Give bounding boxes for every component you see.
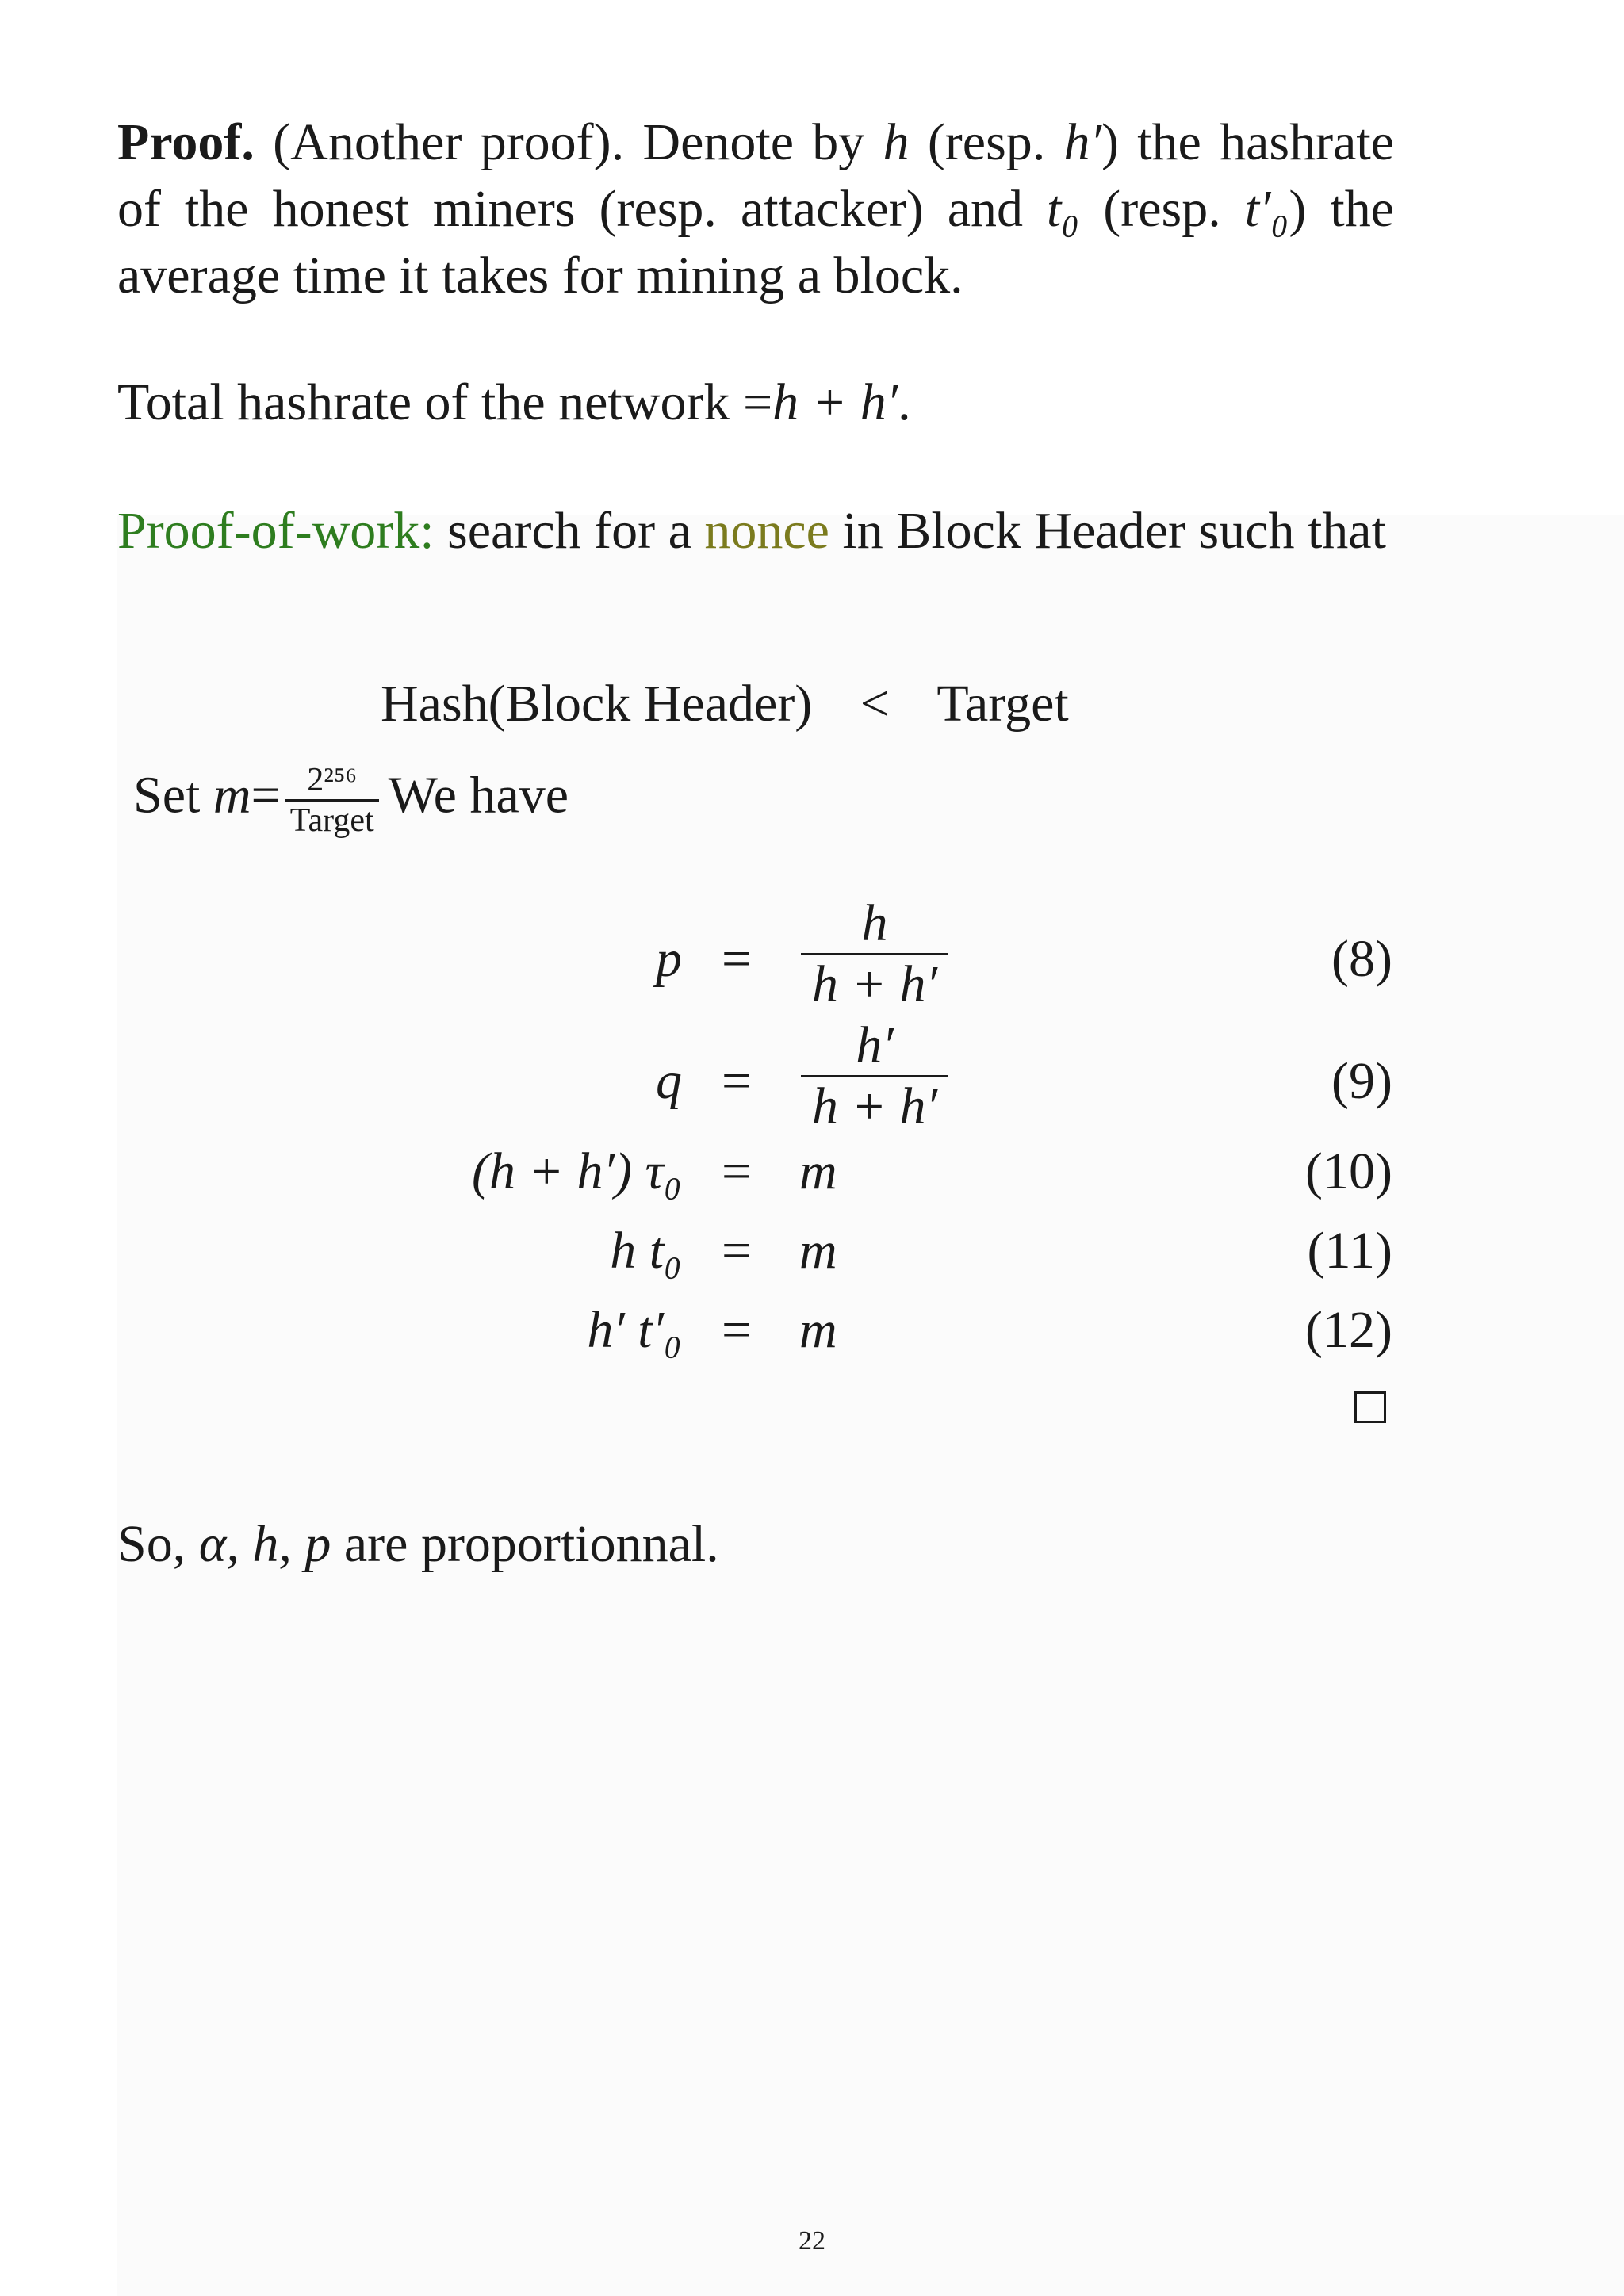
set-eq: = [251, 766, 281, 825]
proof-text-4: (resp. [1079, 180, 1245, 238]
eq11-equals: = [722, 1222, 752, 1280]
set-fraction-den: Target [289, 802, 374, 839]
total-hashrate-line [117, 369, 1394, 436]
set-var: m [213, 766, 251, 825]
eq9-lhs: q [656, 1052, 682, 1110]
conclusion-suffix: are proportionnal. [331, 1515, 719, 1573]
eq12-tag: (12) [1305, 1301, 1392, 1359]
set-fraction [285, 761, 379, 840]
eq8-fraction [801, 894, 948, 1014]
eq11-tag: (11) [1307, 1222, 1392, 1280]
proof-text-1: (Another proof). Denote by [254, 113, 883, 171]
eq8-tag: (8) [1331, 930, 1392, 988]
eq10-tag: (10) [1305, 1142, 1392, 1200]
page-number: 22 [799, 2226, 825, 2256]
eq8-equals: = [722, 930, 752, 988]
total-hashrate-text: Total hashrate of the network = [117, 373, 773, 431]
eq9-num: h′ [801, 1016, 948, 1077]
math-h: h [883, 113, 910, 171]
pow-label: Proof-of-work: [117, 502, 435, 560]
eq8-den: h + h′ [812, 955, 937, 1013]
proof-label: Proof. [117, 113, 255, 171]
proof-text-3: ) the hashrate of the honest miners (resp. attacker) and [117, 113, 1395, 238]
proof-text-5: ) the average time it takes for mining a block. [117, 180, 1395, 304]
math-h-prime: h′ [1063, 113, 1101, 171]
proof-text-2: (resp. [909, 113, 1064, 171]
proof-paragraph [117, 109, 1394, 309]
eq12-rhs: m [799, 1301, 837, 1359]
eq8-lhs: p [656, 930, 682, 988]
eq12-equals: = [722, 1301, 752, 1359]
hash-condition-rhs: Target [936, 675, 1069, 733]
eq9-den: h + h′ [812, 1077, 937, 1135]
total-hashrate-end: . [898, 373, 911, 431]
eq11-rhs: m [799, 1222, 837, 1280]
math-t0: t₀ [1046, 180, 1080, 238]
set-prefix: Set [133, 766, 213, 825]
pow-text-before: search for a [434, 502, 705, 560]
qed-square-icon [1354, 1391, 1386, 1423]
set-suffix: We have [388, 766, 569, 825]
pow-text-after: in Block Header such that [829, 502, 1386, 560]
eq12-lhs: h′ t′₀ [587, 1301, 682, 1359]
eq10-rhs: m [799, 1142, 837, 1200]
eq9-equals: = [722, 1052, 752, 1110]
eq11-lhs: h t₀ [610, 1222, 682, 1280]
pow-paragraph [117, 498, 1394, 564]
conclusion-line [117, 1511, 1394, 1578]
eq9-fraction [801, 1016, 948, 1136]
set-fraction-num: 2²⁵⁶ [285, 761, 379, 802]
math-t0-prime: t′₀ [1244, 180, 1289, 238]
total-hashrate-math: h + h′ [772, 373, 898, 431]
hash-condition [381, 671, 1069, 737]
set-m-line [133, 761, 569, 840]
hash-condition-op: < [860, 675, 891, 733]
nonce-term: nonce [704, 502, 829, 560]
hash-condition-lhs: Hash(Block Header) [381, 675, 813, 733]
conclusion-prefix: So, [117, 1515, 199, 1573]
eq10-lhs: (h + h′) τ₀ [472, 1142, 682, 1200]
eq9-tag: (9) [1331, 1052, 1392, 1110]
eq10-equals: = [722, 1142, 752, 1200]
conclusion-math: α, h, p [198, 1515, 331, 1573]
eq8-num: h [801, 894, 948, 955]
